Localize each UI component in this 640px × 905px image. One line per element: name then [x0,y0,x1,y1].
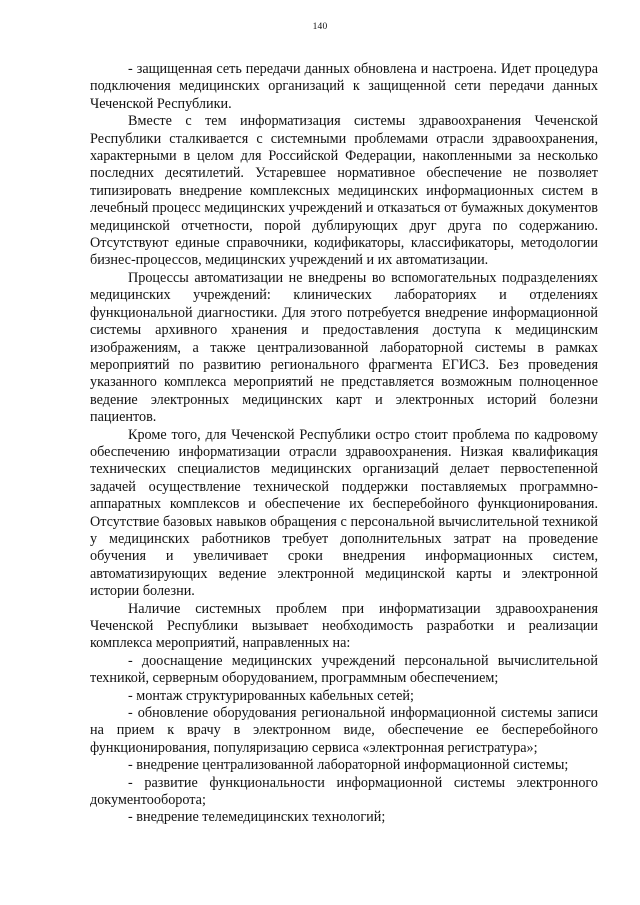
page-number: 140 [312,22,328,32]
list-item-document-flow: - развитие функциональности информационной системы электронного документооборота; [90,774,598,809]
list-item-laboratory-system: - внедрение централизованной лабораторной информационной системы; [128,757,569,774]
body-text [90,61,598,827]
list-item-registration-system: - обновление оборудования региональной информационной системы записи на прием к врачу в электронном виде, обеспечение ее бесперебойного функционирования, популяризацию сервиса «электронная регистратура»; [90,705,598,756]
paragraph-systemic-problems: Вместе с тем информатизация системы здравоохранения Чеченской Республики сталкивается с системными проблемами отрасли здравоохранения, характерными в целом для Российской Федерации, накопленными за несколько последних десятилетий. Устаревшее нормативное обеспечение не позволяет типизировать внедрение комплексных медицинских информационных систем в лечебный процесс медицинских учреждений и отказаться от бумажных документов медицинской отчетности, порой дублирующих друг друга по содержанию. Отсутствуют единые справочники, кодификаторы, классификаторы, методологии бизнес-процессов, медицинских учреждений и их автоматизации. [90,113,598,269]
list-item-equipment: - дооснащение медицинских учреждений персональной вычислительной техникой, серверным оборудованием, программным обеспечением; [90,652,598,687]
paragraph-automation-processes: Процессы автоматизации не внедрены во вспомогательных подразделениях медицинских учреждений: клинических лабораториях и отделениях функциональной диагностики. Для этого потребуется внедрение информационной системы архивного хранения и предоставления доступа к медицинским изображениям, а также централизованной лабораторной системы в рамках мероприятий по развитию регионального фрагмента ЕГИСЗ. Без проведения указанного комплекса мероприятий не представляется возможным полноценное ведение электронных медицинских карт и электронных историй болезни пациентов. [90,269,598,426]
paragraph-staffing: Кроме того, для Чеченской Республики остро стоит проблема по кадровому обеспечению информатизации отрасли здравоохранения. Низкая квалификация технических специалистов медицинских организаций делает первостепенной задачей осуществление технической поддержки поставляемых программно-аппаратных комплексов и обеспечение их бесперебойного функционирования. Отсутствие базовых навыков обращения с персональной вычислительной техникой у медицинских работников требует дополнительных затрат на проведение обучения и увеличивает сроки внедрения информационных систем, автоматизирующих ведение электронной медицинской карты и электронной истории болезни. [90,426,598,600]
paragraph-measures-intro: Наличие системных проблем при информатизации здравоохранения Чеченской Республики вызывает необходимость разработки и реализации комплекса мероприятий, направленных на: [90,600,598,652]
paragraph-network-status: - защищенная сеть передачи данных обновлена и настроена. Идет процедура подключения медицинских организаций к защищенной сети передачи данных Чеченской Республики. [90,61,598,112]
list-item-telemedicine: - внедрение телемедицинских технологий; [128,809,386,826]
list-item-cabling: - монтаж структурированных кабельных сетей; [128,687,414,704]
